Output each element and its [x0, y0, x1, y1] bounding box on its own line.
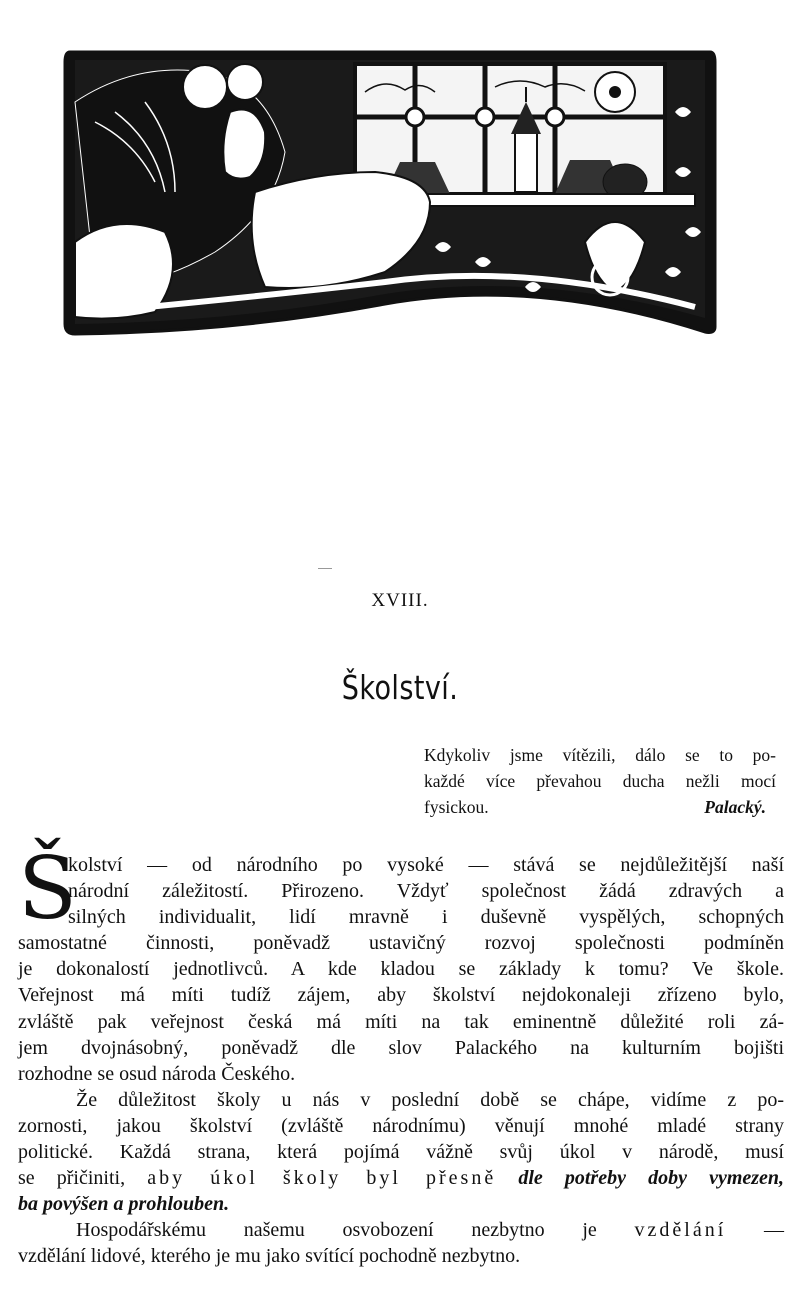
text-line [18, 1217, 784, 1243]
spaced-emphasis: aby úkol školy byl přesně [147, 1167, 497, 1190]
text-line: vzdělání lidové, kterého je mu jako svítící pochodně nezbytno. [18, 1245, 521, 1268]
text-line [18, 1165, 784, 1191]
church-tower [515, 132, 537, 192]
text-span: se přičiniti, [18, 1167, 126, 1190]
text-line: kolství — od národního po vysoké — stává se nejdůležitější naší [68, 854, 784, 876]
drop-cap: Š [18, 839, 77, 939]
text-line: národní záležitostí. Přirozeno. Vždyť společnost žádá zdravých a [68, 880, 784, 903]
text-line: zornosti, jakou školství (zvláště národnímu) věnují mnohé mladé strany [18, 1114, 784, 1137]
art-nouveau-header-illustration [55, 42, 725, 342]
text-line: je dokonalostí jednotlivců. A kde kladou se základy k tomu? Ve škole. [18, 958, 784, 981]
text-line: silných individualit, lidí mravně i duševně vyspělých, schopných [68, 906, 784, 929]
text-line: zvláště pak veřejnost česká má míti na tak eminentně důležité roli zá- [18, 1010, 784, 1033]
bold-italic-emphasis: dle potřeby doby vymezen, [518, 1167, 785, 1190]
spaced-emphasis: vzdělání [634, 1219, 727, 1242]
print-mark [318, 568, 332, 569]
chapter-title: Školství. [341, 668, 459, 707]
epigraph [424, 745, 776, 818]
text-line: jem dvojnásobný, poněvadž dle slov Palackého na kulturním bojišti [18, 1036, 784, 1059]
text-line: politické. Každá strana, která pojímá vážně svůj úkol v národě, musí [18, 1141, 784, 1164]
epigraph-line: Kdykoliv jsme vítězili, dálo se to po- [424, 745, 776, 765]
chapter-number: XVIII. [371, 590, 429, 611]
epigraph-line: každé více převahou ducha nežli mocí [424, 771, 776, 792]
text-line: Že důležitost školy u nás v poslední době se chápe, vidíme z po- [76, 1088, 784, 1111]
epigraph-author: Palacký. [704, 797, 766, 818]
epigraph-line: fysickou. [424, 797, 489, 818]
text-line: Veřejnost má míti tudíž zájem, aby školství nejdokonaleji zřízeno bylo, [18, 984, 784, 1007]
text-line: ba povýšen a prohlouben. [18, 1193, 230, 1216]
text-span: Hospodářskému našemu osvobození nezbytno je [76, 1219, 597, 1242]
text-span: — [764, 1219, 785, 1242]
text-line: rozhodne se osud národa Českého. [18, 1062, 296, 1085]
text-line: samostatné činnosti, poněvadž ustavičný rozvoj společnosti podmíněn [18, 932, 784, 955]
body-text [18, 839, 785, 1270]
